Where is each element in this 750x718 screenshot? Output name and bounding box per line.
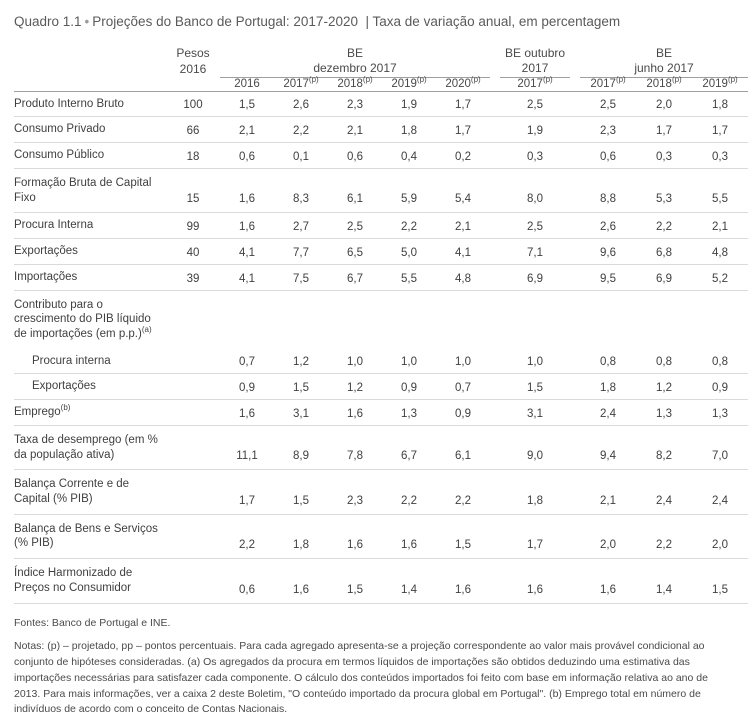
table-row	[14, 168, 748, 212]
cell-pesos	[166, 400, 220, 426]
cell-gap	[490, 400, 500, 426]
cell-jun-1: 6,8	[636, 239, 692, 265]
cell-dez-3: 5,9	[382, 168, 436, 212]
cell-dez-3: 5,0	[382, 239, 436, 265]
cell-out-0: 3,1	[500, 400, 570, 426]
cell-jun-2: 0,8	[692, 349, 748, 374]
cell-gap	[570, 559, 580, 603]
cell-jun-0: 2,1	[580, 470, 636, 514]
cell-jun-2: 0,9	[692, 374, 748, 400]
cell-jun-0: 2,3	[580, 117, 636, 143]
cell-dez-2: 1,2	[328, 374, 382, 400]
cell-dez-1: 1,5	[274, 374, 328, 400]
row-label-text: Produto Interno Bruto	[14, 97, 124, 110]
cell-dez-3: 1,8	[382, 117, 436, 143]
cell-gap	[570, 239, 580, 265]
title-subtitle: Taxa de variação anual, em percentagem	[372, 14, 621, 29]
cell-jun-1: 8,2	[636, 425, 692, 469]
cell-dez-3: 2,2	[382, 470, 436, 514]
cell-gap	[490, 425, 500, 469]
cell-jun-1: 6,9	[636, 264, 692, 290]
table-row	[14, 91, 748, 117]
cell-gap	[490, 168, 500, 212]
cell-dez-0: 0,7	[220, 349, 274, 374]
cell-gap	[490, 514, 500, 558]
cell-jun-2: 1,8	[692, 91, 748, 117]
cell-dez-2: 1,6	[328, 400, 382, 426]
title-separator: •	[84, 14, 90, 29]
header-group-be-outubro: BE outubro 2017	[500, 46, 570, 78]
table-row	[14, 213, 748, 239]
cell-dez-4: 0,7	[436, 374, 490, 400]
cell-gap	[570, 470, 580, 514]
cell-dez-2: 6,7	[328, 264, 382, 290]
cell-jun-0	[580, 290, 636, 349]
cell-pesos: 99	[166, 213, 220, 239]
cell-dez-1: 2,6	[274, 91, 328, 117]
cell-gap	[490, 264, 500, 290]
cell-jun-0: 0,6	[580, 143, 636, 169]
table-number: Quadro 1.1	[14, 14, 82, 29]
col-out-2017p: 2017$^{(p)}$	[517, 74, 553, 90]
cell-pesos: 18	[166, 143, 220, 169]
cell-dez-4: 6,1	[436, 425, 490, 469]
col-jun-2018p: 2018$^{(p)}$	[646, 74, 682, 90]
cell-dez-4: 1,7	[436, 117, 490, 143]
row-label-text: Procura interna	[32, 354, 111, 367]
table-row	[14, 374, 748, 400]
row-label-text: Consumo Privado	[14, 123, 106, 136]
row-label	[14, 290, 166, 349]
cell-dez-3: 1,3	[382, 400, 436, 426]
cell-gap	[570, 264, 580, 290]
row-label	[14, 264, 166, 290]
col-dez-2020p: 2020$^{(p)}$	[445, 74, 481, 90]
cell-out-0: 7,1	[500, 239, 570, 265]
cell-jun-1: 1,3	[636, 400, 692, 426]
cell-pesos	[166, 349, 220, 374]
cell-pesos	[166, 425, 220, 469]
cell-jun-1: 0,8	[636, 349, 692, 374]
row-label	[14, 470, 166, 514]
cell-dez-3: 1,4	[382, 559, 436, 603]
row-label-text: Contributo para o crescimento do PIB líquido de importações (em p.p.)	[14, 298, 151, 340]
cell-out-0: 2,5	[500, 213, 570, 239]
cell-jun-2: 0,3	[692, 143, 748, 169]
row-label-text: Balança Corrente e de Capital (% PIB)	[14, 478, 130, 505]
cell-gap	[570, 400, 580, 426]
cell-jun-2: 7,0	[692, 425, 748, 469]
cell-gap	[570, 425, 580, 469]
cell-dez-3: 1,0	[382, 349, 436, 374]
cell-jun-1: 1,7	[636, 117, 692, 143]
col-dez-2017p: 2017$^{(p)}$	[283, 74, 319, 90]
header-pesos: Pesos 2016	[176, 46, 210, 76]
cell-pesos: 66	[166, 117, 220, 143]
cell-dez-3: 1,6	[382, 514, 436, 558]
cell-dez-4: 1,6	[436, 559, 490, 603]
notes-sources: Fontes: Banco de Portugal e INE.	[14, 616, 171, 629]
cell-out-0: 1,5	[500, 374, 570, 400]
cell-out-0	[500, 290, 570, 349]
row-label-text: Emprego	[14, 406, 61, 419]
cell-dez-4: 2,2	[436, 470, 490, 514]
cell-dez-3: 6,7	[382, 425, 436, 469]
cell-pesos	[166, 290, 220, 349]
cell-dez-0: 11,1	[220, 425, 274, 469]
cell-dez-1: 1,5	[274, 470, 328, 514]
table-row	[14, 400, 748, 426]
cell-jun-1	[636, 290, 692, 349]
cell-jun-1: 1,2	[636, 374, 692, 400]
col-dez-2018p: 2018$^{(p)}$	[337, 74, 373, 90]
cell-jun-1: 2,2	[636, 213, 692, 239]
cell-dez-3: 1,9	[382, 91, 436, 117]
cell-jun-2: 5,5	[692, 168, 748, 212]
table-row	[14, 559, 748, 603]
row-label	[14, 117, 166, 143]
table-title	[14, 12, 714, 32]
cell-jun-2	[692, 290, 748, 349]
cell-jun-2: 2,4	[692, 470, 748, 514]
cell-dez-2: 7,8	[328, 425, 382, 469]
row-label-text: Procura Interna	[14, 219, 94, 232]
cell-out-0: 9,0	[500, 425, 570, 469]
cell-out-0: 1,6	[500, 559, 570, 603]
cell-dez-3: 5,5	[382, 264, 436, 290]
cell-pesos	[166, 470, 220, 514]
cell-dez-2: 1,6	[328, 514, 382, 558]
cell-dez-4	[436, 290, 490, 349]
cell-dez-4: 5,4	[436, 168, 490, 212]
cell-dez-3: 2,2	[382, 213, 436, 239]
cell-gap	[570, 290, 580, 349]
cell-dez-3	[382, 290, 436, 349]
cell-jun-2: 1,3	[692, 400, 748, 426]
cell-dez-0: 0,6	[220, 143, 274, 169]
cell-dez-2: 2,5	[328, 213, 382, 239]
cell-dez-0: 1,6	[220, 213, 274, 239]
cell-gap	[490, 143, 500, 169]
cell-dez-0	[220, 290, 274, 349]
cell-dez-0: 1,6	[220, 168, 274, 212]
cell-dez-2: 2,1	[328, 117, 382, 143]
cell-dez-1	[274, 290, 328, 349]
cell-pesos	[166, 514, 220, 558]
cell-pesos: 100	[166, 91, 220, 117]
cell-jun-2: 1,5	[692, 559, 748, 603]
cell-jun-0: 2,0	[580, 514, 636, 558]
cell-dez-2: 2,3	[328, 470, 382, 514]
row-label-text: Formação Bruta de Capital Fixo	[14, 176, 152, 204]
row-label	[14, 400, 166, 426]
title-main: Projeções do Banco de Portugal: 2017-2020	[92, 14, 358, 29]
cell-gap	[570, 349, 580, 374]
cell-dez-1: 0,1	[274, 143, 328, 169]
cell-jun-0: 8,8	[580, 168, 636, 212]
row-label	[14, 143, 166, 169]
cell-gap	[570, 168, 580, 212]
row-label-footnote: (b)	[60, 403, 71, 413]
cell-jun-2: 5,2	[692, 264, 748, 290]
cell-gap	[490, 290, 500, 349]
cell-gap	[570, 143, 580, 169]
cell-pesos: 40	[166, 239, 220, 265]
row-label-text: Importações	[14, 270, 78, 283]
cell-jun-2: 1,7	[692, 117, 748, 143]
col-dez-2016: 2016	[234, 77, 260, 90]
cell-jun-1: 0,3	[636, 143, 692, 169]
cell-dez-2: 1,0	[328, 349, 382, 374]
cell-jun-0: 1,8	[580, 374, 636, 400]
cell-dez-2: 6,1	[328, 168, 382, 212]
cell-pesos: 15	[166, 168, 220, 212]
cell-gap	[570, 514, 580, 558]
cell-out-0: 6,9	[500, 264, 570, 290]
cell-jun-0: 2,5	[580, 91, 636, 117]
col-jun-2019p: 2019$^{(p)}$	[702, 74, 738, 90]
cell-dez-2	[328, 290, 382, 349]
projections-table	[14, 46, 748, 604]
cell-dez-4: 0,9	[436, 400, 490, 426]
cell-dez-0: 1,5	[220, 91, 274, 117]
cell-out-0: 0,3	[500, 143, 570, 169]
cell-out-0: 1,0	[500, 349, 570, 374]
cell-jun-0: 0,8	[580, 349, 636, 374]
cell-gap	[490, 117, 500, 143]
cell-dez-0: 4,1	[220, 239, 274, 265]
table-header	[14, 46, 748, 92]
cell-dez-1: 7,5	[274, 264, 328, 290]
cell-jun-1: 1,4	[636, 559, 692, 603]
cell-dez-4: 4,8	[436, 264, 490, 290]
cell-dez-1: 1,2	[274, 349, 328, 374]
cell-gap	[490, 559, 500, 603]
cell-gap	[490, 349, 500, 374]
cell-gap	[570, 374, 580, 400]
row-label	[14, 213, 166, 239]
table-row	[14, 239, 748, 265]
cell-dez-1: 8,3	[274, 168, 328, 212]
cell-dez-2: 1,5	[328, 559, 382, 603]
table-row	[14, 425, 748, 469]
row-label-text: Taxa de desemprego (em % da população ativa)	[14, 433, 158, 461]
cell-dez-0: 4,1	[220, 264, 274, 290]
cell-jun-1: 5,3	[636, 168, 692, 212]
row-label	[14, 559, 166, 603]
cell-dez-4: 0,2	[436, 143, 490, 169]
cell-dez-1: 1,6	[274, 559, 328, 603]
table-row	[14, 470, 748, 514]
cell-dez-0: 1,6	[220, 400, 274, 426]
row-label	[14, 91, 166, 117]
cell-pesos	[166, 559, 220, 603]
cell-dez-0: 0,9	[220, 374, 274, 400]
cell-out-0: 1,8	[500, 470, 570, 514]
notes-text: Notas: (p) – projetado, pp – pontos percentuais. Para cada agregado apresenta-se a projeção correspondente ao valor mais provável condicional ao conjunto de hipóteses consideradas. (a) Os agregados da procura em termos líquidos de importações são obtidos deduzindo uma estimativa das importações necessárias para satisfazer cada componente. O cálculo dos conteúdos importados foi feito com base em informação relativa ao ano de 2013. Para mais informações, ver a caixa 2 deste Boletim, "O conteúdo importado da procura global em Portugal". (b) Emprego total em número de indivíduos de acordo com o conceito de Contas Nacionais.	[14, 640, 708, 716]
cell-gap	[490, 91, 500, 117]
cell-dez-0: 2,1	[220, 117, 274, 143]
cell-dez-1: 1,8	[274, 514, 328, 558]
table-row	[14, 264, 748, 290]
row-label	[14, 374, 166, 400]
cell-pesos: 39	[166, 264, 220, 290]
table-row	[14, 117, 748, 143]
cell-jun-0: 1,6	[580, 559, 636, 603]
table-row	[14, 514, 748, 558]
cell-dez-3: 0,9	[382, 374, 436, 400]
row-label	[14, 514, 166, 558]
cell-pesos	[166, 374, 220, 400]
cell-gap	[490, 213, 500, 239]
row-label	[14, 425, 166, 469]
row-label	[14, 168, 166, 212]
cell-dez-2: 6,5	[328, 239, 382, 265]
cell-jun-2: 2,1	[692, 213, 748, 239]
cell-dez-1: 2,2	[274, 117, 328, 143]
row-label-footnote: (a)	[141, 325, 152, 335]
cell-dez-1: 2,7	[274, 213, 328, 239]
cell-jun-2: 4,8	[692, 239, 748, 265]
cell-jun-0: 2,6	[580, 213, 636, 239]
table-row	[14, 290, 748, 349]
row-label	[14, 349, 166, 374]
table-row	[14, 349, 748, 374]
header-group-be-dezembro: BE dezembro 2017	[220, 46, 490, 78]
cell-gap	[490, 470, 500, 514]
row-label-text: Índice Harmonizado de Preços no Consumidor	[14, 567, 133, 594]
cell-jun-1: 2,4	[636, 470, 692, 514]
cell-dez-1: 3,1	[274, 400, 328, 426]
cell-out-0: 2,5	[500, 91, 570, 117]
cell-jun-0: 2,4	[580, 400, 636, 426]
cell-gap	[570, 213, 580, 239]
cell-dez-2: 2,3	[328, 91, 382, 117]
cell-jun-1: 2,0	[636, 91, 692, 117]
row-label-text: Exportações	[14, 245, 78, 258]
title-divider: |	[365, 14, 370, 29]
row-label-text: Exportações	[32, 380, 96, 393]
row-label-text: Consumo Público	[14, 149, 105, 162]
cell-dez-4: 2,1	[436, 213, 490, 239]
cell-out-0: 1,9	[500, 117, 570, 143]
header-group-be-junho: BE junho 2017	[580, 46, 748, 78]
cell-dez-0: 2,2	[220, 514, 274, 558]
table-row	[14, 143, 748, 169]
row-label-text: Balança de Bens e Serviços (% PIB)	[14, 522, 158, 550]
cell-dez-0: 0,6	[220, 559, 274, 603]
cell-out-0: 1,7	[500, 514, 570, 558]
cell-dez-4: 1,5	[436, 514, 490, 558]
col-jun-2017p: 2017$^{(p)}$	[590, 74, 626, 90]
cell-out-0: 8,0	[500, 168, 570, 212]
cell-gap	[490, 239, 500, 265]
cell-jun-0: 9,6	[580, 239, 636, 265]
cell-jun-1: 2,2	[636, 514, 692, 558]
col-dez-2019p: 2019$^{(p)}$	[391, 74, 427, 90]
cell-dez-3: 0,4	[382, 143, 436, 169]
cell-jun-0: 9,4	[580, 425, 636, 469]
cell-dez-0: 1,7	[220, 470, 274, 514]
row-label	[14, 239, 166, 265]
cell-dez-4: 1,7	[436, 91, 490, 117]
cell-gap	[570, 117, 580, 143]
cell-jun-0: 9,5	[580, 264, 636, 290]
table-body	[14, 91, 748, 603]
cell-gap	[570, 91, 580, 117]
cell-jun-2: 2,0	[692, 514, 748, 558]
cell-dez-4: 1,0	[436, 349, 490, 374]
cell-gap	[490, 374, 500, 400]
cell-dez-2: 0,6	[328, 143, 382, 169]
cell-dez-1: 8,9	[274, 425, 328, 469]
table-notes	[14, 616, 714, 718]
cell-dez-1: 7,7	[274, 239, 328, 265]
cell-dez-4: 4,1	[436, 239, 490, 265]
